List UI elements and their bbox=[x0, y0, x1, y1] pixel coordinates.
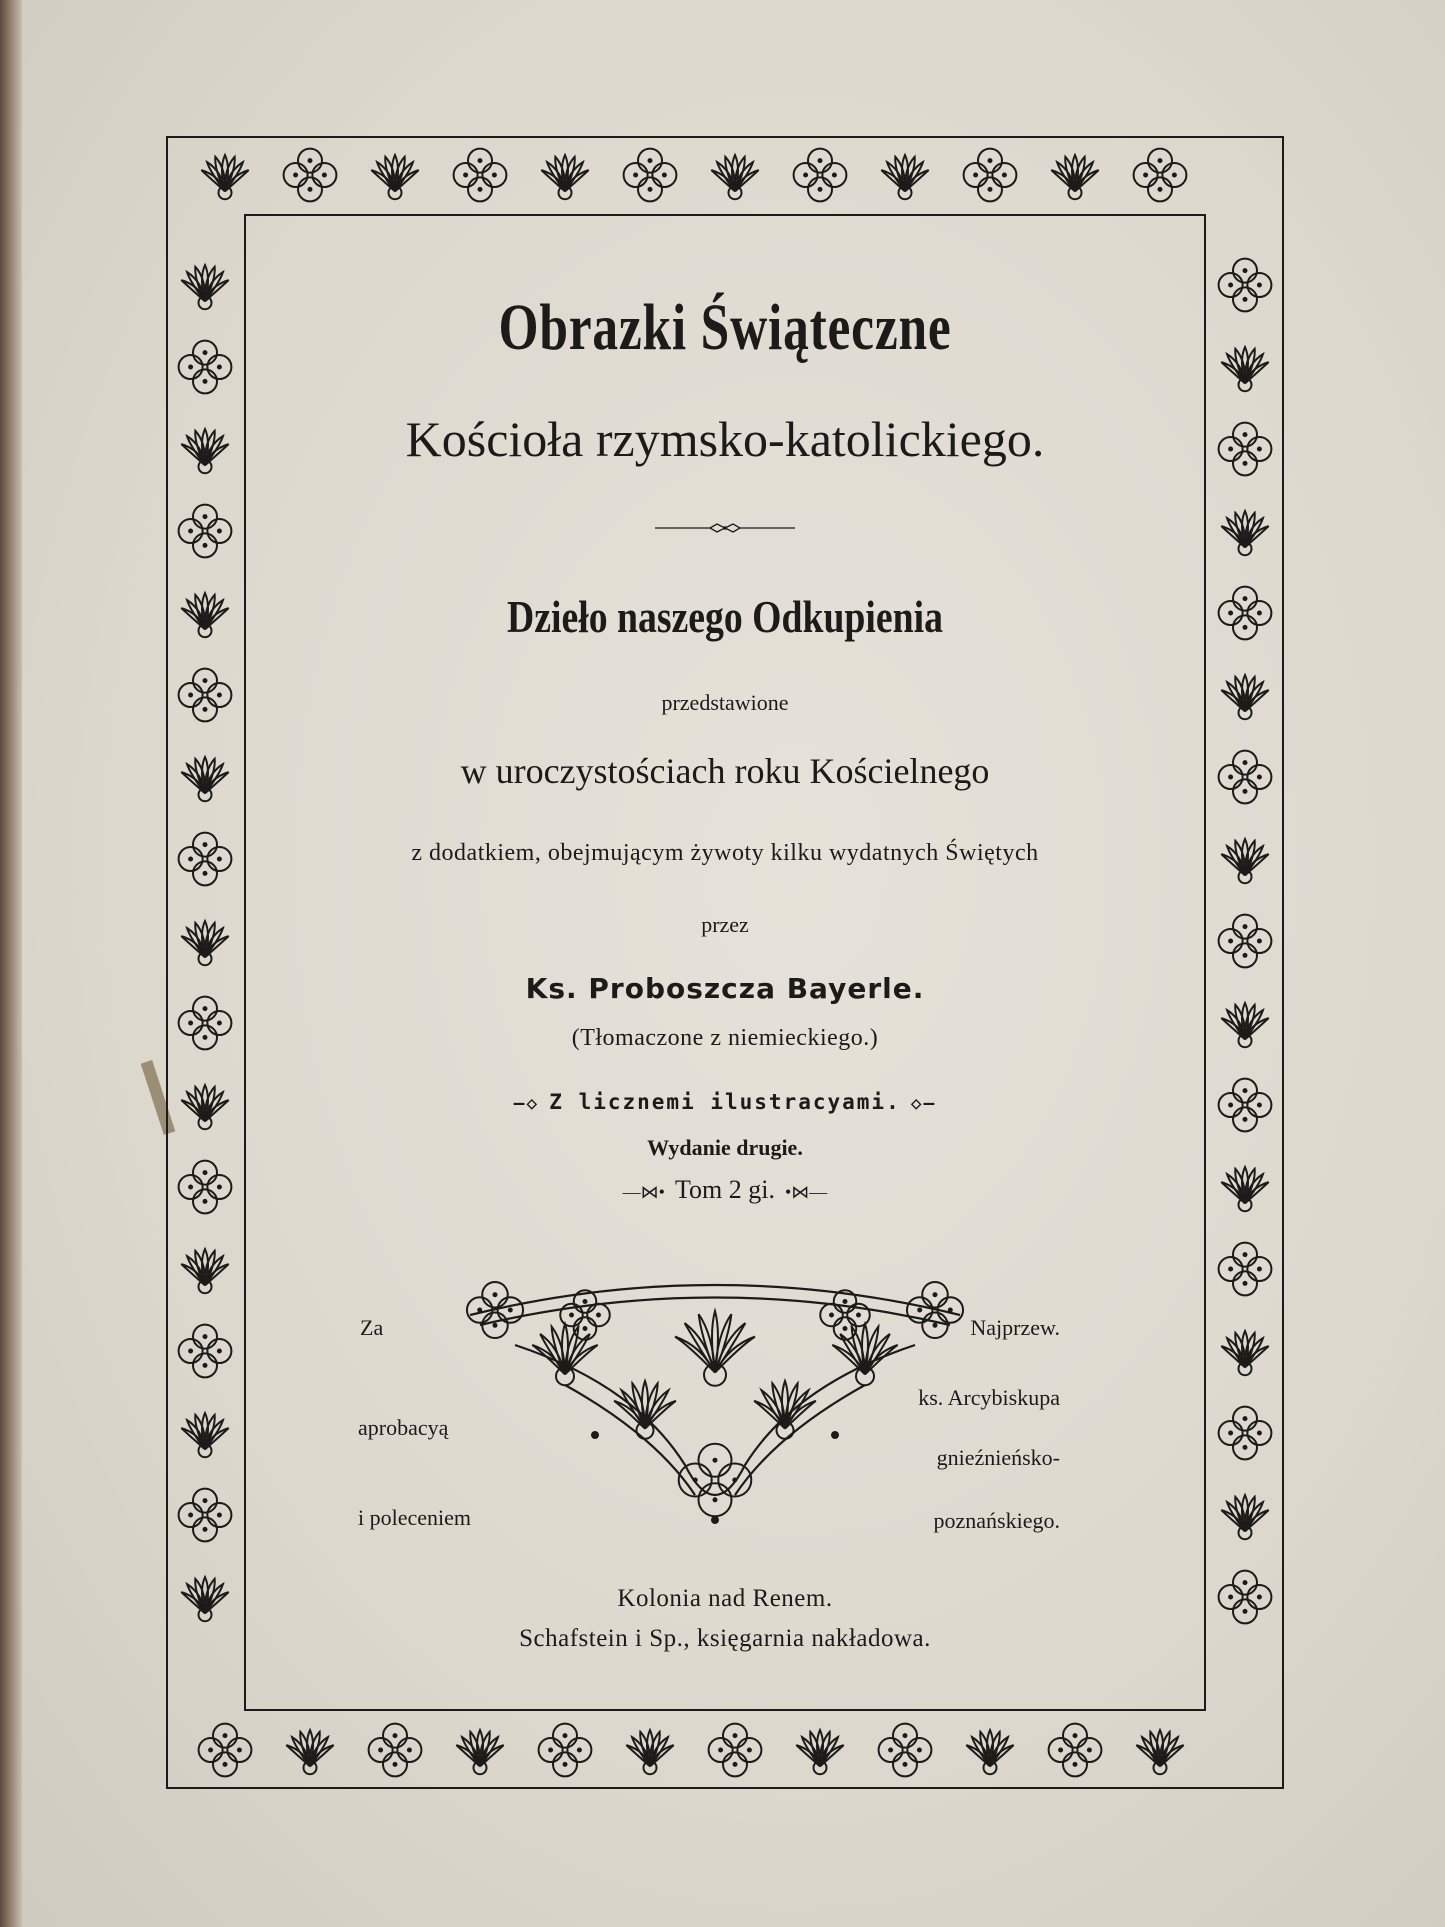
approval-right-line-4: poznańskiego. bbox=[933, 1508, 1060, 1533]
volume-line bbox=[250, 1175, 1200, 1205]
illustrations-line bbox=[250, 1090, 1200, 1114]
ornamental-divider-icon bbox=[250, 520, 1200, 534]
approval-right-line-3: gnieźnieńsko- bbox=[936, 1445, 1060, 1470]
approval-left-line-2: aprobacyą bbox=[358, 1415, 449, 1440]
by-text: przez bbox=[701, 912, 749, 937]
occasion-text: w uroczystościach roku Kościelnego bbox=[460, 751, 990, 791]
left-volume-ornament-icon: —⋈• bbox=[622, 1181, 665, 1202]
approval-left-line-1: Za bbox=[360, 1315, 384, 1340]
publisher-city: Kolonia nad Renem. bbox=[617, 1585, 833, 1612]
author-name: Ks. Proboszcza Bayerle. bbox=[525, 972, 925, 1005]
approval-right-line-2: ks. Arcybiskupa bbox=[918, 1385, 1060, 1410]
work-title: Dzieło naszego Odkupienia bbox=[507, 591, 943, 642]
right-diamond-ornament-icon: ◇— bbox=[910, 1092, 937, 1114]
presented-text: przedstawione bbox=[661, 690, 789, 715]
approval-left-line-3: i poleceniem bbox=[358, 1505, 472, 1530]
left-diamond-ornament-icon: —◇ bbox=[513, 1092, 540, 1114]
book-title: Obrazki Świąteczne bbox=[498, 291, 952, 364]
approval-right-line-1: Najprzew. bbox=[970, 1315, 1060, 1340]
illustrations-text: Z licznemi ilustracyami. bbox=[549, 1090, 901, 1114]
supplement-text: z dodatkiem, obejmującym żywoty kilku wydatnych Świętych bbox=[411, 840, 1039, 866]
right-volume-ornament-icon: •⋈— bbox=[785, 1181, 828, 1202]
book-subtitle: Kościoła rzymsko-katolickiego. bbox=[405, 411, 1045, 467]
floral-vignette-icon bbox=[455, 1265, 975, 1535]
publisher-name: Schafstein i Sp., księgarnia nakładowa. bbox=[519, 1625, 931, 1652]
translation-note: (Tłomaczone z niemieckiego.) bbox=[571, 1025, 879, 1051]
volume-text: Tom 2 gi. bbox=[674, 1175, 775, 1204]
book-spine-edge bbox=[0, 0, 22, 1927]
edition-text: Wydanie drugie. bbox=[647, 1135, 803, 1160]
